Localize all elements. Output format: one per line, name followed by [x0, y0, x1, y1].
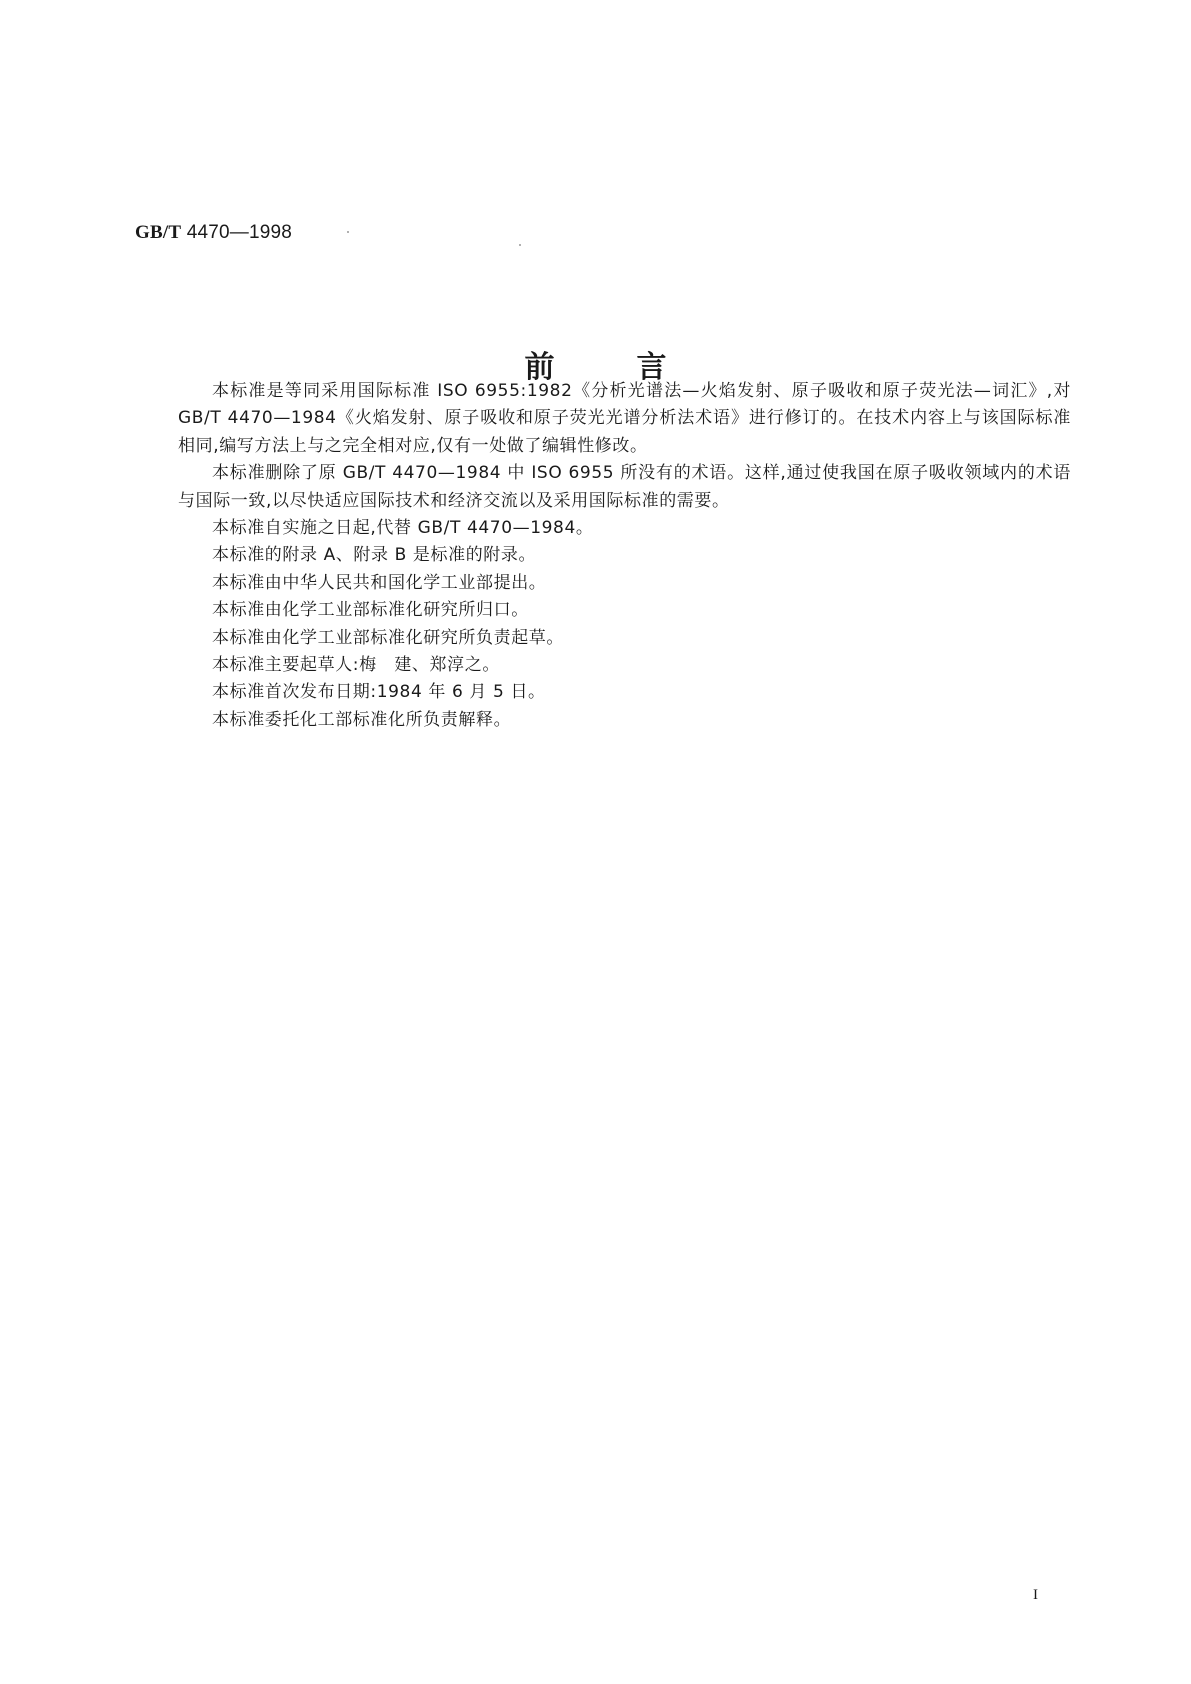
standard-number: 4470—1998 [186, 222, 293, 243]
paragraph-drafter-org: 本标准由化学工业部标准化研究所负责起草。 [212, 627, 564, 648]
standard-prefix: GB/T [135, 222, 182, 243]
paragraph-centralized: 本标准由化学工业部标准化研究所归口。 [212, 600, 529, 621]
page-title: 前言 [524, 350, 749, 385]
scan-speck [519, 244, 521, 246]
paragraph-drafters: 本标准主要起草人:梅 建、郑淳之。 [212, 655, 500, 676]
paragraph-interpretation: 本标准委托化工部标准化所负责解释。 [212, 709, 512, 730]
paragraph-proposer: 本标准由中华人民共和国化学工业部提出。 [212, 572, 547, 593]
foreword-body [178, 378, 1071, 734]
paragraph-replacement: 本标准自实施之日起,代替 GB/T 4470—1984。 [212, 518, 594, 539]
scan-speck [347, 231, 349, 233]
paragraph-deletion: 本标准删除了原 GB/T 4470—1984 中 ISO 6955 所没有的术语。这样,通过使我国在原子吸收领域内的术语与国际一致,以尽快适应国际技术和经济交流以及采用国际标准的需要。 [178, 463, 1071, 511]
page-number: I [1033, 1587, 1038, 1603]
paragraph-adoption: 本标准是等同采用国际标准 ISO 6955:1982《分析光谱法—火焰发射、原子吸收和原子荧光法—词汇》,对 GB/T 4470—1984《火焰发射、原子吸收和原子荧光光谱分析法术语》进行修订的。在技术内容上与该国际标准相同,编写方法上与之完全相对应,仅有一处做了编辑性修改。 [178, 381, 1071, 456]
paragraph-first-issue: 本标准首次发布日期:1984 年 6 月 5 日。 [212, 682, 546, 703]
standard-code [135, 222, 292, 244]
paragraph-appendix: 本标准的附录 A、附录 B 是标准的附录。 [212, 545, 537, 566]
